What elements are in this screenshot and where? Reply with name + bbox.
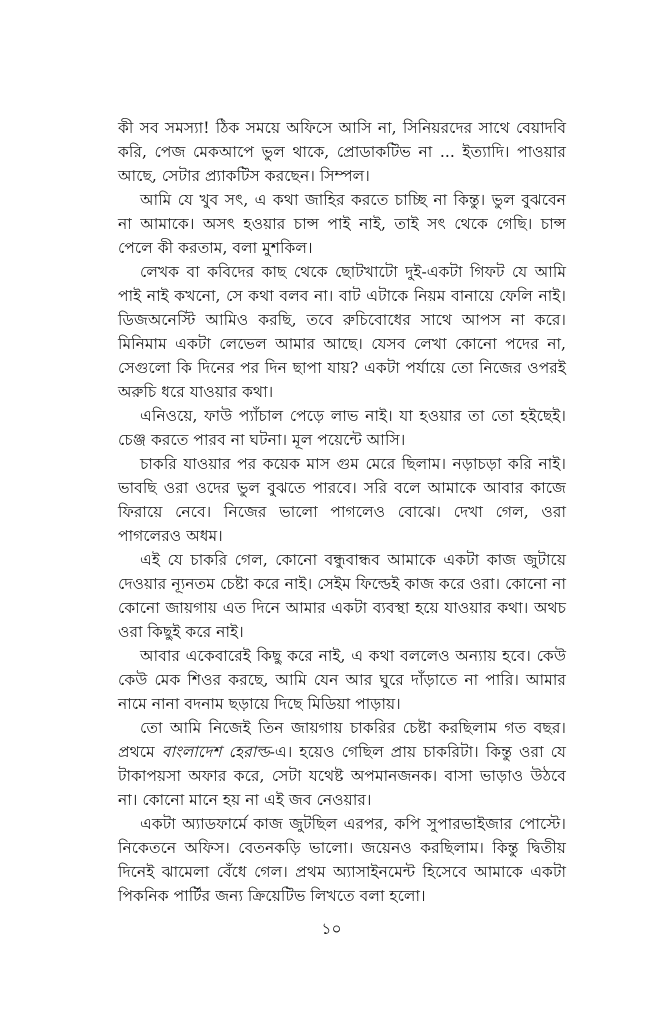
paragraph-5: চাকরি যাওয়ার পর কয়েক মাস গুম মেরে ছিলাম। নড়াচড়া করি নাই। ভাবছি ওরা ওদের ভুল বুঝতে পারবে। সরি বলে আমাকে আবার কাজে ফিরায়ে নেবে। নিজের ভালো পাগলেও বোঝে। দেখা গেল, ওরা পাগলেরও অধম।	[118, 455, 566, 545]
paragraph-6: এই যে চাকরি গেল, কোনো বন্ধুবান্ধব আমাকে একটা কাজ জুটায়ে দেওয়ার ন্যূনতম চেষ্টা করে নাই। সেইম ফিল্ডেই কাজ করে ওরা। কোনো না কোনো জায়গায় এত দিনে আমার একটা ব্যবস্থা হয়ে যাওয়ার কথা। অথচ ওরা কিছুই করে নাই।	[118, 551, 566, 641]
page-number: ১০	[321, 920, 342, 938]
newspaper-title: বাংলাদেশ হেরাল্ড	[161, 743, 270, 761]
paragraph-1: কী সব সমস্যা! ঠিক সময়ে অফিসে আসি না, সিনিয়রদের সাথে বেয়াদবি করি, পেজ মেকআপে ভুল থাকে, প্রোডাকটিভ না ... ইত্যাদি। পাওয়ার আছে, সেটার প্র্যাকটিস করছেন। সিম্পল।	[118, 119, 566, 185]
paragraph-7: আবার একেবারেই কিছু করে নাই, এ কথা বললেও অন্যায় হবে। কেউ কেউ মেক শিওর করছে, আমি যেন আর ঘুরে দাঁড়াতে না পারি। আমার নামে নানা বদনাম ছড়ায়ে দিছে মিডিয়া পাড়ায়।	[118, 647, 566, 713]
book-page-body	[118, 116, 566, 908]
paragraph-8	[118, 716, 566, 812]
paragraph-8-text-before: তো আমি নিজেই তিন জায়গায় চাকরির চেষ্টা করছিলাম গত বছর। প্রথমে	[118, 719, 566, 761]
paragraph-8-text-after: -এ। হয়েও গেছিল প্রায় চাকরিটা। কিন্তু ওরা যে টাকাপয়সা অফার করে, সেটা যথেষ্ট অপমানজনক। বাসা ভাড়াও উঠবে না। কোনো মানে হয় না এই জব নেওয়ার।	[118, 743, 567, 809]
paragraph-4: এনিওয়ে, ফাউ প্যাঁচাল পেড়ে লাভ নাই। যা হওয়ার তা তো হইছেই। চেঞ্জ করতে পারব না ঘটনা। মূল পয়েন্টে আসি।	[118, 407, 566, 449]
paragraph-2: আমি যে খুব সৎ, এ কথা জাহির করতে চাচ্ছি না কিন্তু। ভুল বুঝবেন না আমাকে। অসৎ হওয়ার চান্স পাই নাই, তাই সৎ থেকে গেছি। চান্স পেলে কী করতাম, বলা মুশকিল।	[118, 191, 566, 257]
paragraph-9: একটা অ্যাডফার্মে কাজ জুটছিল এরপর, কপি সুপারভাইজার পোস্টে। নিকেতনে অফিস। বেতনকড়ি ভালো। জয়েনও করছিলাম। কিন্তু দ্বিতীয় দিনেই ঝামেলা বেঁধে গেল। প্রথম অ্যাসাইনমেন্ট হিসেবে আমাকে একটা পিকনিক পার্টির জন্য ক্রিয়েটিভ লিখতে বলা হলো।	[118, 815, 566, 905]
paragraph-3: লেখক বা কবিদের কাছ থেকে ছোটখাটো দুই-একটা গিফট যে আমি পাই নাই কখনো, সে কথা বলব না। বাট এটাকে নিয়ম বানায়ে ফেলি নাই। ডিজঅনেস্টি আমিও করছি, তবে রুচিবোধের সাথে আপস না করে। মিনিমাম একটা লেভেল আমার আছে। যেসব লেখা কোনো পদের না, সেগুলো কি দিনের পর দিন ছাপা যায়? একটা পর্যায়ে তো নিজের ওপরই অরুচি ধরে যাওয়ার কথা।	[118, 263, 566, 401]
